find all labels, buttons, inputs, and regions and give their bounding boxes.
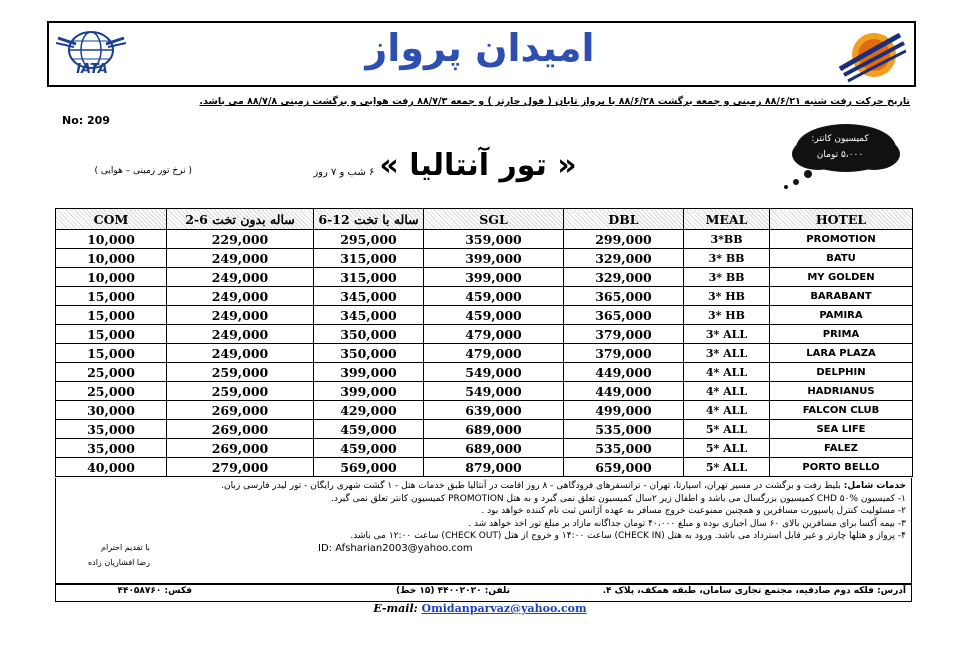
table-row [56, 230, 913, 249]
services-title: خدمات شامل: [843, 481, 906, 491]
cell-meal: 4* ALL [684, 401, 770, 420]
rate-type: ( نرخ تور زمینی – هوایی ) [94, 166, 192, 176]
cell-child-bed: 350,000 [314, 325, 424, 344]
cell-hotel: PORTO BELLO [770, 458, 913, 477]
footer-address: آدرس: فلکه دوم صادقیه، مجتمع تجاری سامان، طبقه همکف، پلاک ۴. [602, 586, 906, 596]
cell-dbl: 329,000 [564, 268, 684, 287]
table-row [56, 401, 913, 420]
cell-hotel: PRIMA [770, 325, 913, 344]
cell-sgl: 359,000 [424, 230, 564, 249]
table-row [56, 344, 913, 363]
cell-child-nobed: 249,000 [167, 306, 314, 325]
cell-hotel: HADRIANUS [770, 382, 913, 401]
cell-child-bed: 459,000 [314, 439, 424, 458]
cell-dbl: 365,000 [564, 306, 684, 325]
table-row [56, 268, 913, 287]
cell-com: 30,000 [56, 401, 167, 420]
cell-dbl: 379,000 [564, 325, 684, 344]
cell-com: 35,000 [56, 420, 167, 439]
cell-child-nobed: 269,000 [167, 420, 314, 439]
commission-note [790, 131, 890, 163]
cell-hotel: MY GOLDEN [770, 268, 913, 287]
cell-meal: 3* HB [684, 287, 770, 306]
departure-dates: تاریخ حرکت رفت شنبه ۸۸/۶/۲۱ زمینی و جمعه برگشت ۸۸/۶/۲۸ با پرواز تابان ( فول چارتر ) و جمعه ۸۸/۷/۳ رفت هوایی و برگشت زمینی ۸۸/۷/۸ می باشد. [199, 96, 910, 107]
footer-email [330, 602, 630, 615]
cell-sgl: 879,000 [424, 458, 564, 477]
contact-id: ID: Afsharian2003@yahoo.com [318, 542, 473, 554]
cell-child-bed: 315,000 [314, 249, 424, 268]
cell-com: 10,000 [56, 249, 167, 268]
cell-child-bed: 345,000 [314, 306, 424, 325]
cell-dbl: 499,000 [564, 401, 684, 420]
cell-sgl: 689,000 [424, 439, 564, 458]
signature-greeting: با تقدیم احترام [101, 543, 150, 552]
signature-name: رضا افشاریان زاده [87, 558, 150, 567]
cell-child-nobed: 249,000 [167, 249, 314, 268]
cell-com: 15,000 [56, 306, 167, 325]
email-label: E-mail: [373, 602, 418, 615]
cell-meal: 5* ALL [684, 458, 770, 477]
cell-hotel: DELPHIN [770, 363, 913, 382]
tour-title [300, 148, 590, 183]
cell-dbl: 329,000 [564, 249, 684, 268]
cell-child-nobed: 269,000 [167, 439, 314, 458]
cell-sgl: 479,000 [424, 325, 564, 344]
cell-com: 10,000 [56, 268, 167, 287]
cell-child-nobed: 269,000 [167, 401, 314, 420]
note-1: ۱- کمیسیون CHD ۵۰% کمیسیون بزرگسال می باشد و اطفال زیر ۲سال کمیسیون تعلق نمی گیرد و به هتل PROMOTION کمیسیون کانتر تعلق نمی گیرد. [330, 493, 906, 504]
cell-child-nobed: 229,000 [167, 230, 314, 249]
cell-meal: 4* ALL [684, 382, 770, 401]
cell-sgl: 399,000 [424, 268, 564, 287]
cell-child-bed: 459,000 [314, 420, 424, 439]
cell-com: 35,000 [56, 439, 167, 458]
cell-dbl: 449,000 [564, 382, 684, 401]
cell-dbl: 535,000 [564, 420, 684, 439]
cell-hotel: LARA PLAZA [770, 344, 913, 363]
footer-phone: تلفن: ۴۴۰۰۲۰۲۰ (۱۵ خط) [396, 586, 510, 596]
cell-child-bed: 295,000 [314, 230, 424, 249]
cell-child-bed: 429,000 [314, 401, 424, 420]
cell-hotel: BATU [770, 249, 913, 268]
cell-com: 15,000 [56, 344, 167, 363]
cell-child-bed: 399,000 [314, 363, 424, 382]
tour-duration: ۶ شب و ۷ روز [313, 167, 375, 178]
cell-child-bed: 345,000 [314, 287, 424, 306]
cell-child-bed: 569,000 [314, 458, 424, 477]
table-header-row [56, 209, 913, 230]
cell-dbl: 449,000 [564, 363, 684, 382]
cell-meal: 3*BB [684, 230, 770, 249]
note-3: ۳- بیمه آکسا برای مسافرین بالای ۶۰ سال اجباری بوده و مبلغ ۴۰،۰۰۰ تومان جداگانه مازاد بر مبلغ تور اخذ خواهد شد . [468, 518, 906, 529]
cell-meal: 3* ALL [684, 325, 770, 344]
cell-com: 25,000 [56, 382, 167, 401]
cell-sgl: 639,000 [424, 401, 564, 420]
cell-meal: 3* HB [684, 306, 770, 325]
cell-sgl: 399,000 [424, 249, 564, 268]
cell-sgl: 479,000 [424, 344, 564, 363]
cell-child-nobed: 249,000 [167, 268, 314, 287]
cell-hotel: BARABANT [770, 287, 913, 306]
col-header-dbl: DBL [564, 209, 684, 230]
col-header-meal: MEAL [684, 209, 770, 230]
commission-label: کمیسیون کانتر: [811, 134, 869, 144]
cell-child-nobed: 259,000 [167, 382, 314, 401]
cell-child-nobed: 249,000 [167, 344, 314, 363]
cell-meal: 4* ALL [684, 363, 770, 382]
cell-meal: 3* BB [684, 249, 770, 268]
agency-title: امیدان پرواز [365, 26, 595, 70]
cell-sgl: 689,000 [424, 420, 564, 439]
cell-child-bed: 315,000 [314, 268, 424, 287]
services-text: بلیط رفت و برگشت در مسیر تهران، اسپارتا، تهران - ترانسفرهای فرودگاهی - ۸ روز اقامت در آنتالیا طبق خدمات هتل - ۱ گشت شهری رایگان - تور لیدر فارسی زبان. [221, 481, 841, 491]
cell-hotel: PAMIRA [770, 306, 913, 325]
table-row [56, 325, 913, 344]
table-row [56, 287, 913, 306]
cell-com: 15,000 [56, 325, 167, 344]
col-header-sgl: SGL [424, 209, 564, 230]
cell-child-nobed: 249,000 [167, 287, 314, 306]
note-2: ۲- مسئولیت کنترل پاسپورت مسافرین و همچنین ممنوعیت خروج مسافر به عهده آژانس ثبت نام کننده خواهد بود . [481, 506, 906, 516]
tour-name: « تور آنتالیا » [379, 148, 577, 183]
cell-dbl: 379,000 [564, 344, 684, 363]
cell-meal: 3* BB [684, 268, 770, 287]
email-link[interactable]: Omidanparvaz@yahoo.com [421, 602, 587, 615]
cell-hotel: FALCON CLUB [770, 401, 913, 420]
cell-com: 40,000 [56, 458, 167, 477]
cell-hotel: SEA LIFE [770, 420, 913, 439]
table-row [56, 382, 913, 401]
cell-child-nobed: 259,000 [167, 363, 314, 382]
cell-dbl: 659,000 [564, 458, 684, 477]
col-header-child-bed: 6-12 ساله با تخت [314, 209, 424, 230]
brand-logo-icon [834, 25, 906, 83]
table-row [56, 420, 913, 439]
col-header-com: COM [56, 209, 167, 230]
cell-meal: 5* ALL [684, 439, 770, 458]
table-row [56, 439, 913, 458]
document-number: No: 209 [62, 114, 110, 127]
cell-sgl: 549,000 [424, 382, 564, 401]
cell-com: 25,000 [56, 363, 167, 382]
cell-child-bed: 350,000 [314, 344, 424, 363]
note-4: ۴- پرواز و هتلها چارتر و غیر قابل استرداد می باشد. ورود به هتل (CHECK IN) ساعت ۱۴:۰۰ و خروج از هتل (CHECK OUT) ساعت ۱۲:۰۰ می باشد. [350, 531, 906, 541]
cell-child-nobed: 279,000 [167, 458, 314, 477]
table-row [56, 306, 913, 325]
price-table [55, 208, 913, 477]
col-header-hotel: HOTEL [770, 209, 913, 230]
cell-hotel: FALEZ [770, 439, 913, 458]
cell-meal: 5* ALL [684, 420, 770, 439]
cell-sgl: 549,000 [424, 363, 564, 382]
cell-sgl: 459,000 [424, 287, 564, 306]
table-row [56, 458, 913, 477]
commission-amount: ۵،۰۰۰ تومان [816, 150, 864, 160]
cell-child-bed: 399,000 [314, 382, 424, 401]
cell-com: 15,000 [56, 287, 167, 306]
footer-fax: فکس: ۴۴۰۵۸۷۶۰ [117, 586, 192, 596]
services-line [150, 480, 906, 493]
table-row [56, 249, 913, 268]
cell-meal: 3* ALL [684, 344, 770, 363]
notes-section [150, 480, 906, 555]
cell-dbl: 365,000 [564, 287, 684, 306]
cell-hotel: PROMOTION [770, 230, 913, 249]
iata-label: IATA [76, 62, 108, 77]
cell-com: 10,000 [56, 230, 167, 249]
cell-sgl: 459,000 [424, 306, 564, 325]
table-row [56, 363, 913, 382]
cell-dbl: 535,000 [564, 439, 684, 458]
signature [60, 540, 150, 570]
col-header-child-nobed: 2-6 ساله بدون تخت [167, 209, 314, 230]
cell-child-nobed: 249,000 [167, 325, 314, 344]
cell-dbl: 299,000 [564, 230, 684, 249]
